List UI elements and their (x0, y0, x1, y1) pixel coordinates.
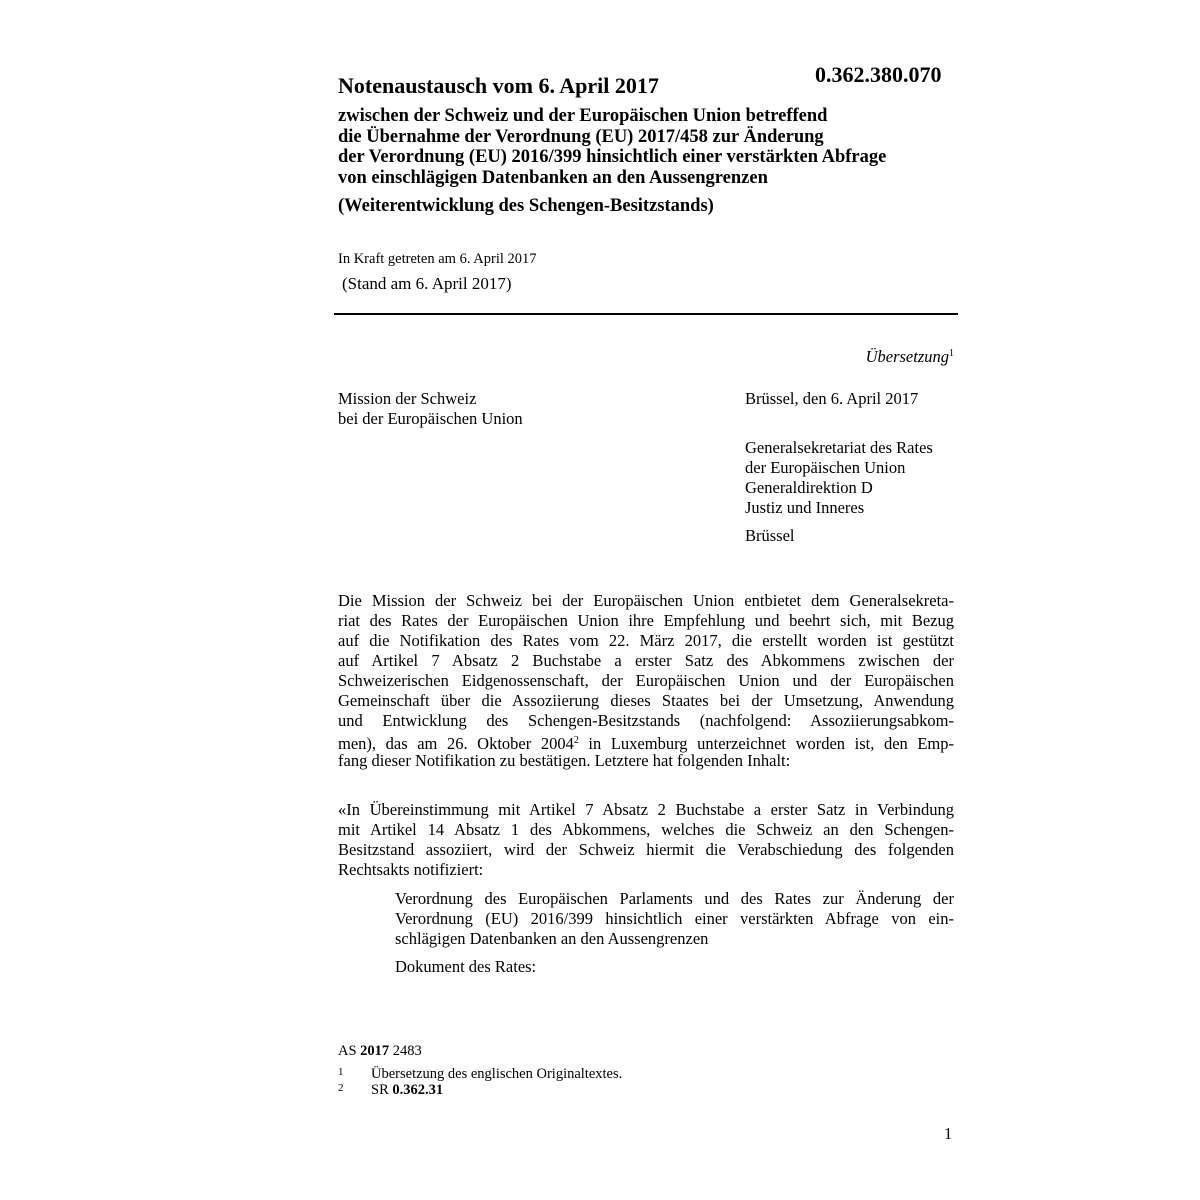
quote-line: mit Artikel 14 Absatz 1 des Abkommens, welches die Schweiz an den Schengen- (338, 820, 954, 839)
quote-line: «In Übereinstimmung mit Artikel 7 Absatz 2 Buchstabe a erster Satz in Verbindung (338, 800, 954, 819)
subtitle-line: die Übernahme der Verordnung (EU) 2017/458 zur Änderung (338, 126, 824, 147)
footnote-number: 2 (338, 1082, 344, 1094)
page-title: Notenaustausch vom 6. April 2017 (338, 73, 659, 98)
as-reference (338, 1042, 422, 1060)
body-paragraph (338, 591, 954, 771)
paragraph-line: Die Mission der Schweiz bei der Europäischen Union entbietet dem Generalsekreta- (338, 591, 954, 610)
as-prefix: AS (338, 1043, 357, 1059)
recipient-line: Generalsekretariat des Rates (745, 438, 933, 457)
footnote-number: 1 (338, 1066, 344, 1078)
document-subtitle (338, 106, 958, 188)
regulation-line: schlägigen Datenbanken an den Aussengrenzen (395, 929, 709, 948)
translation-label (700, 344, 954, 367)
recipient-line: der Europäischen Union (745, 458, 906, 477)
paragraph-line: Schweizerischen Eidgenossenschaft, der Europäischen Union und der Europäischen (338, 671, 954, 690)
subtitle-line: zwischen der Schweiz und der Europäischen Union betreffend (338, 106, 828, 126)
footnote-mark: 2 (573, 735, 579, 746)
quote-line: Besitzstand assoziiert, wird der Schweiz hiermit die Verabschiedung des folgenden (338, 840, 954, 859)
sender-line: Mission der Schweiz (338, 389, 477, 408)
paragraph-line: riat des Rates der Europäischen Union ihre Empfehlung und beehrt sich, mit Bezug (338, 611, 954, 630)
paragraph-line: auf die Notifikation des Rates vom 22. März 2017, die erstellt worden ist gestützt (338, 631, 954, 650)
council-document-label: Dokument des Rates: (395, 957, 537, 976)
header-divider (334, 313, 958, 315)
sender-line: bei der Europäischen Union (338, 409, 523, 428)
paragraph-line: Gemeinschaft über die Assoziierung dieses Staates bei der Umsetzung, Anwendung (338, 691, 954, 710)
subtitle-note: (Weiterentwicklung des Schengen-Besitzstands) (338, 196, 714, 216)
translation-text: Übersetzung (865, 347, 949, 366)
regulation-title (395, 889, 954, 949)
sender-block (338, 389, 523, 429)
footnote-2 (338, 1080, 443, 1098)
regulation-line: Verordnung (EU) 2016/399 hinsichtlich einer verstärkten Abfrage von ein- (395, 909, 954, 928)
quote-line: Rechtsakts notifiziert: (338, 860, 484, 879)
recipient-line: Generaldirektion D (745, 478, 873, 497)
paragraph-line: auf Artikel 7 Absatz 2 Buchstabe a erster Satz des Abkommens zwischen der (338, 651, 954, 670)
place-date: Brüssel, den 6. April 2017 (745, 389, 919, 408)
footnote-ref: 0.362.31 (392, 1082, 444, 1098)
subtitle-line: der Verordnung (EU) 2016/399 hinsichtlich einer verstärkten Abfrage (338, 147, 887, 167)
as-page: 2483 (392, 1043, 422, 1059)
paragraph-line: und Entwicklung des Schengen-Besitzstands (nachfolgend: Assoziierungsabkom- (338, 711, 954, 730)
recipient-block (745, 438, 933, 518)
footnote-text: Übersetzung des englischen Originaltextes. (371, 1066, 623, 1082)
in-force-date: In Kraft getreten am 6. April 2017 (338, 251, 537, 267)
as-year: 2017 (360, 1043, 390, 1059)
footnote-prefix: SR (371, 1082, 389, 1098)
paragraph-text: men), das am 26. Oktober 2004 (338, 734, 574, 753)
recipient-line: Justiz und Inneres (745, 498, 865, 517)
quote-paragraph (338, 800, 954, 880)
recipient-city: Brüssel (745, 526, 795, 545)
regulation-line: Verordnung des Europäischen Parlaments und des Rates zur Änderung der (395, 889, 954, 908)
page-number: 1 (944, 1124, 953, 1143)
paragraph-line (338, 731, 954, 751)
paragraph-text: in Luxemburg unterzeichnet worden ist, den Emp- (578, 734, 955, 753)
paragraph-line: fang dieser Notifikation zu bestätigen. Letztere hat folgenden Inhalt: (338, 751, 791, 770)
footnote-mark: 1 (949, 348, 954, 359)
sr-number: 0.362.380.070 (815, 62, 942, 87)
version-date: (Stand am 6. April 2017) (342, 274, 512, 293)
subtitle-line: von einschlägigen Datenbanken an den Aussengrenzen (338, 167, 768, 188)
